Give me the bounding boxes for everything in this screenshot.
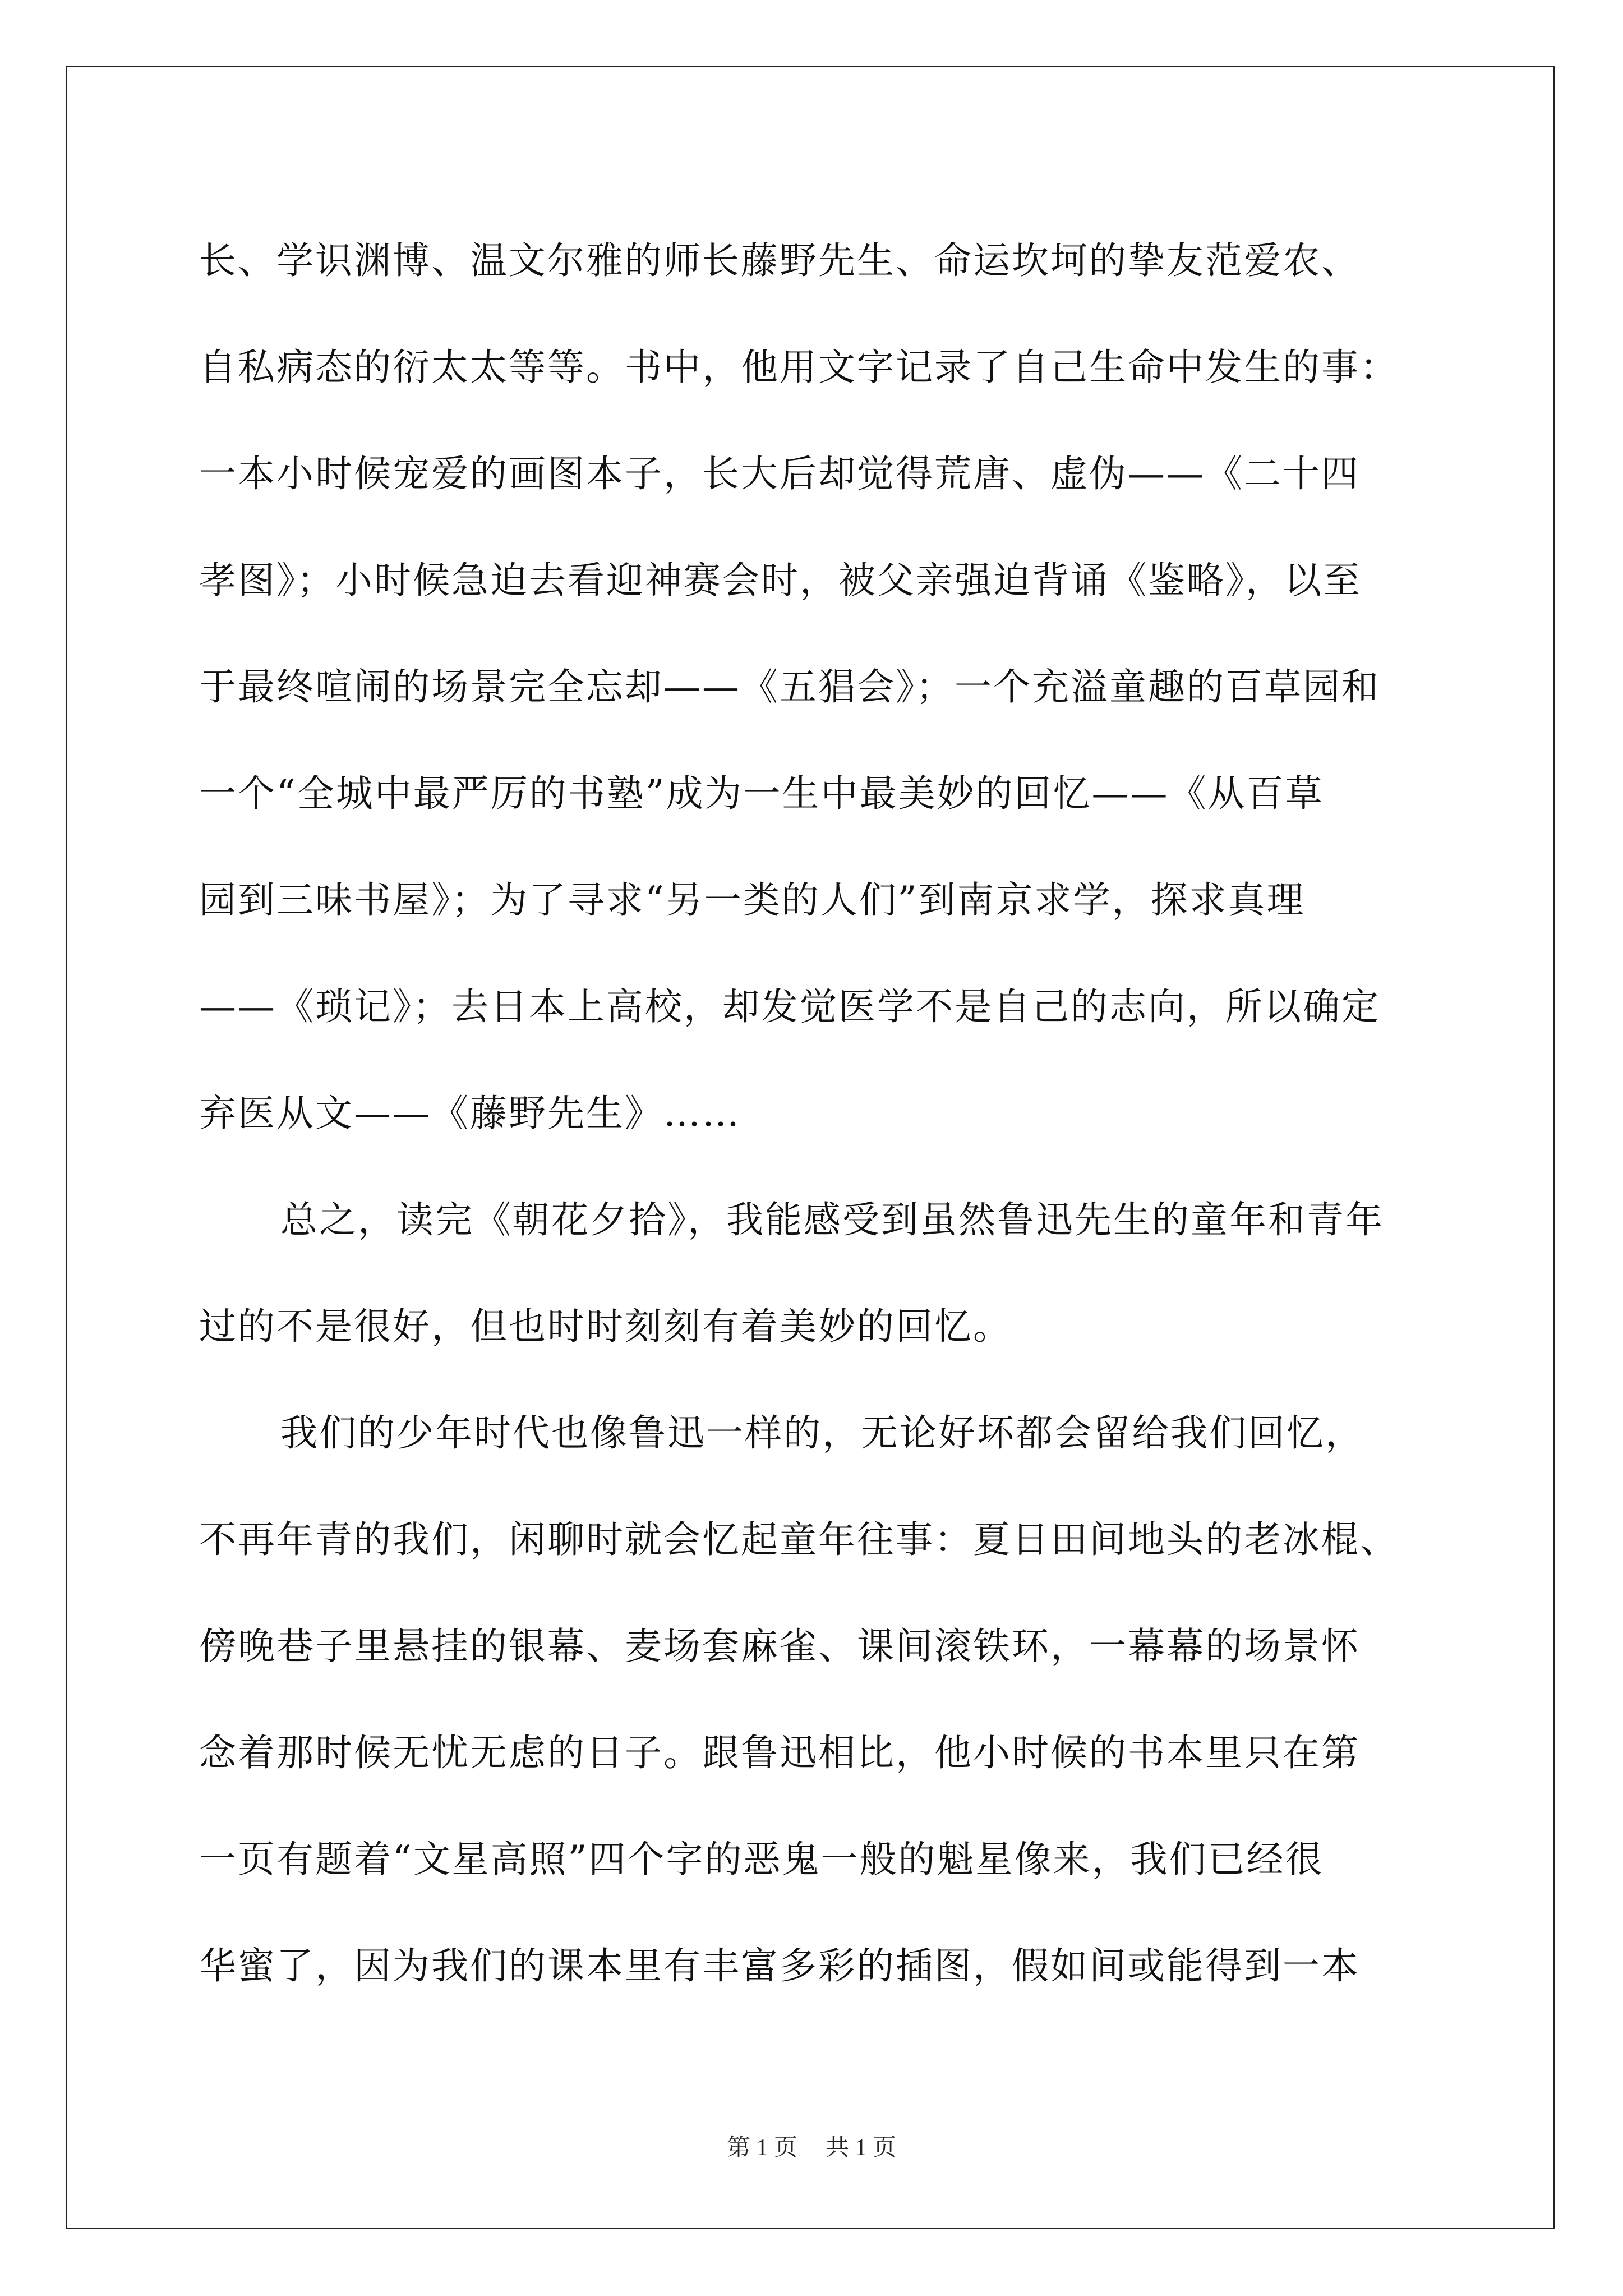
- text-line-17: 华蜜了，因为我们的课本里有丰富多彩的插图，假如间或能得到一本: [199, 1944, 1360, 1987]
- text-line-8: ——《琐记》；去日本上高校，却发觉医学不是自己的志向，所以确定: [199, 985, 1380, 1028]
- text-line-12: 我们的少年时代也像鲁迅一样的，无论好坏都会留给我们回忆，: [280, 1411, 1364, 1455]
- text-line-9: 弃医从文——《藤野先生》……: [199, 1092, 741, 1135]
- text-line-4: 孝图》；小时候急迫去看迎神赛会时，被父亲强迫背诵《鉴略》，以至: [199, 559, 1362, 602]
- text-line-6: 一个“全城中最严厉的书塾”成为一生中最美妙的回忆——《从百草: [199, 772, 1324, 815]
- text-line-16: 一页有题着“文星高照”四个字的恶鬼一般的魁星像来，我们已经很: [199, 1838, 1324, 1881]
- text-line-10: 总之，读完《朝花夕拾》，我能感受到虽然鲁迅先生的童年和青年: [280, 1198, 1384, 1241]
- text-line-5: 于最终喧闹的场景完全忘却——《五猖会》；一个充溢童趣的百草园和: [199, 665, 1380, 708]
- page-number: 第 1 页: [726, 2135, 797, 2161]
- text-line-1: 长、学识渊博、温文尔雅的师长藤野先生、命运坎坷的挚友范爱农、: [199, 239, 1360, 282]
- text-line-11: 过的不是很好，但也时时刻刻有着美妙的回忆。: [199, 1305, 1012, 1348]
- text-line-3: 一本小时候宠爱的画图本子，长大后却觉得荒唐、虚伪——《二十四: [199, 452, 1360, 495]
- document-body: [199, 208, 1438, 2019]
- text-line-2: 自私病态的衍太太等等。书中，他用文字记录了自己生命中发生的事：: [199, 346, 1399, 389]
- page-footer: [0, 2129, 1623, 2162]
- text-line-15: 念着那时候无忧无虑的日子。跟鲁迅相比，他小时候的书本里只在第: [199, 1731, 1360, 1774]
- text-line-13: 不再年青的我们，闲聊时就会忆起童年往事：夏日田间地头的老冰棍、: [199, 1518, 1399, 1561]
- text-line-7: 园到三味书屋》；为了寻求“另一类的人们”到南京求学，探求真理: [199, 878, 1306, 922]
- text-line-14: 傍晚巷子里悬挂的银幕、麦场套麻雀、课间滚铁环，一幕幕的场景怀: [199, 1625, 1360, 1668]
- page-total: 共 1 页: [826, 2135, 897, 2161]
